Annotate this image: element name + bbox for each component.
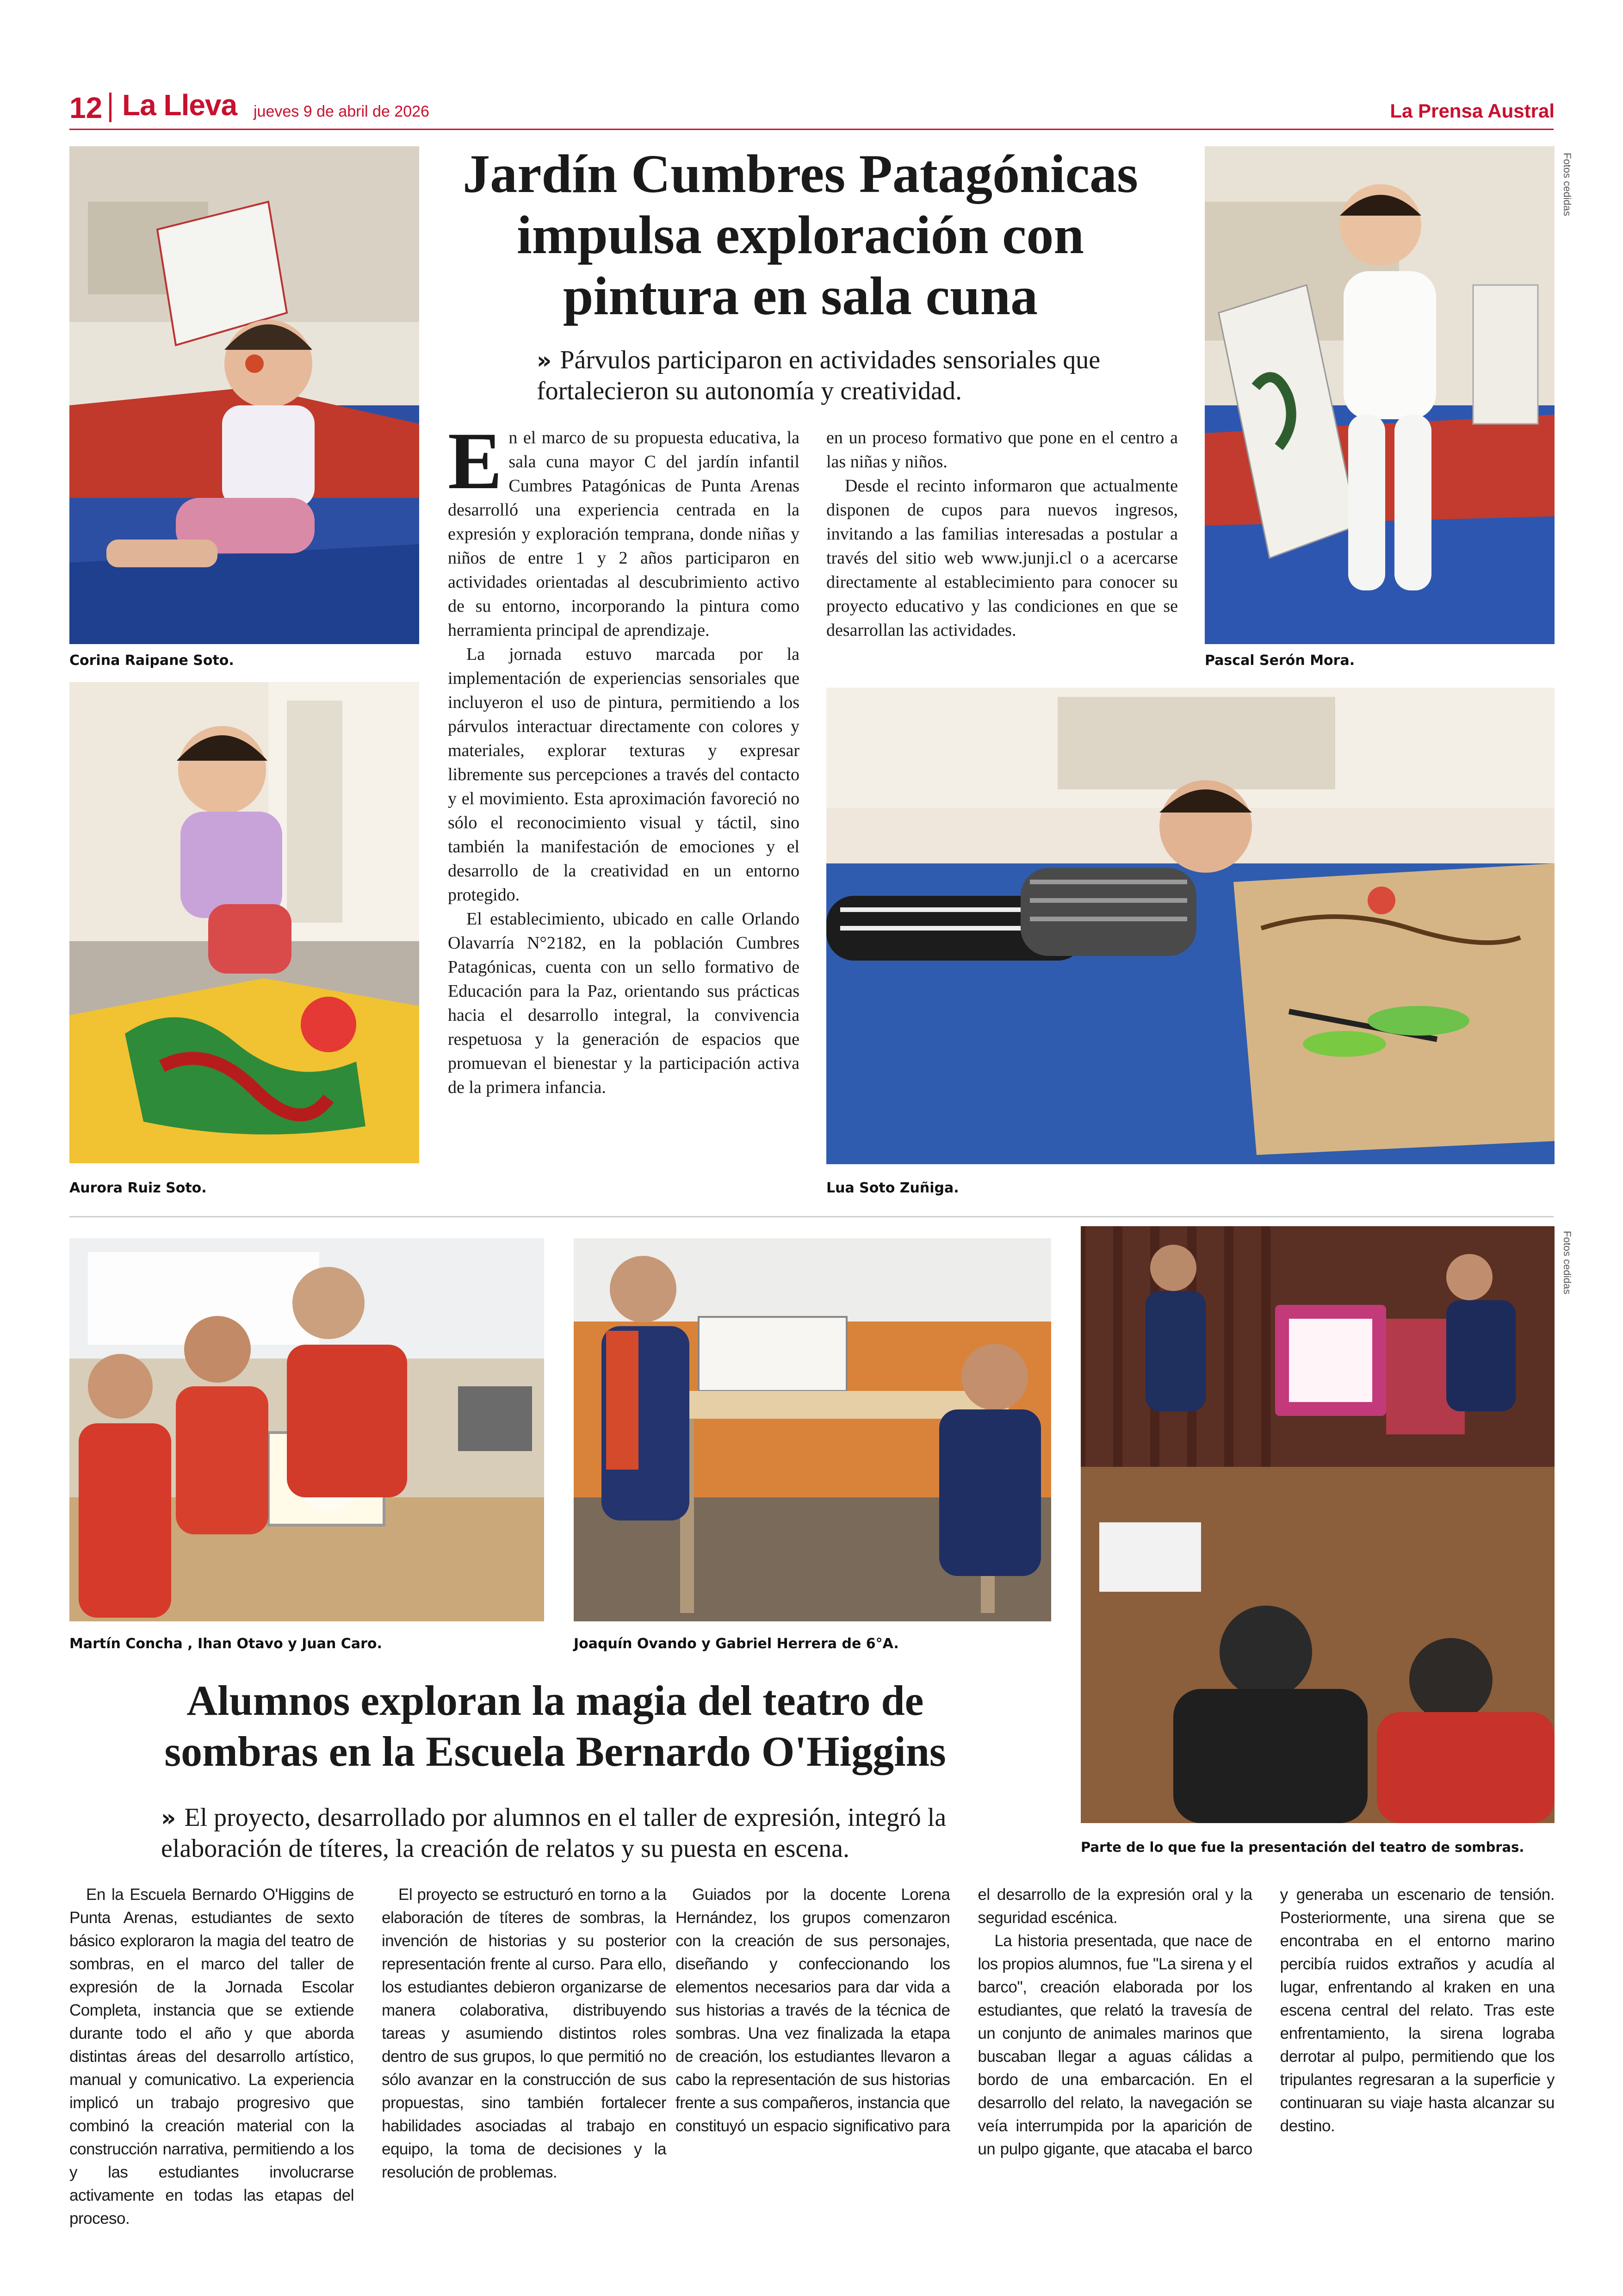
photo-students-with-light-box <box>69 1238 544 1621</box>
article2-subheadline <box>161 1802 971 1864</box>
article2-columns-left <box>69 1883 666 2235</box>
article1-paragraph-5: Desde el recinto informaron que actualmente disponen de cupos para nuevos ingresos, invitando a las familias interesadas a postular a través del sitio web www.junji.cl o a acercarse directamente al establecimiento para conocer su proyecto educativo y las condiciones en que se desarrollan las actividades. <box>826 476 1178 640</box>
page-number: 12 <box>69 91 103 124</box>
photo-toddler-with-paper <box>1205 146 1555 644</box>
chevron-right-icon: » <box>161 1805 176 1831</box>
article1-paragraph-2: La jornada estuvo marcada por la implementación de experiencias sensoriales que incluyeron el uso de pintura, permitiendo a los párvulos interactuar directamente con colores y materiales, explorar texturas y expresar libremente sus percepciones a través del contacto y el movimiento. Esta aproximación favoreció no sólo el reconocimiento visual y táctil, sino también la manifestación de emociones y el desarrollo de la creatividad en un entorno protegido. <box>448 645 799 905</box>
article2-columns-right <box>675 1883 1555 2235</box>
article1-column-2 <box>826 426 1178 642</box>
photo-girl-painting-on-mat <box>69 146 419 644</box>
caption-photo-1: Corina Raipane Soto. <box>69 652 234 669</box>
article1-paragraph-4: en un proceso formativo que pone en el centro a las niñas y niños. <box>826 428 1178 472</box>
photo-girl-painting-floor <box>69 682 419 1163</box>
caption-photo-4: Lua Soto Zuñiga. <box>826 1180 959 1196</box>
article2-headline: Alumnos exploran la magia del teatro de sombras en la Escuela Bernardo O'Higgins <box>164 1677 946 1775</box>
article1-headline: Jardín Cumbres Patagónicas impulsa exploración con pintura en sala cuna <box>463 143 1138 326</box>
chevron-right-icon: » <box>537 347 552 374</box>
article2-paragraph-3: Guiados por la docente Lorena Hernández, los grupos comenzaron con la creación de sus personajes, diseñando y confeccionando los elementos necesarios para dar vida a sus historias a través de la técnica de sombras. Una vez finalizada la etapa de creación, los estudiantes llevaron a cabo la representación de sus historias frente a sus compañeros, instancia que constituyó un espacio significativo para el desarrollo de la expresión oral y la seguridad escénica. <box>675 1886 1252 2135</box>
article1-paragraph-1: n el marco de su propuesta educativa, la sala cuna mayor C del jardín infantil Cumbres Patagónicas de Punta Arenas desarrolló una experiencia centrada en la expresión y exploración temprana, donde niñas y niños de entre 1 y 2 años participaron en actividades orientadas al descubrimiento activo de su entorno, incorporando la pintura como herramienta principal de aprendizaje. <box>448 428 799 640</box>
dropcap: E <box>448 416 502 506</box>
article2-subheadline-text: El proyecto, desarrollado por alumnos en el taller de expresión, integró la elaboración de títeres, la creación de relatos y su puesta en escena. <box>161 1803 947 1863</box>
caption-photo-7: Parte de lo que fue la presentación del teatro de sombras. <box>1081 1839 1524 1855</box>
photo-shadow-theatre-presentation <box>1081 1226 1555 1823</box>
caption-photo-2: Pascal Serón Mora. <box>1205 652 1355 669</box>
section-title: La Lleva <box>122 88 237 122</box>
article1-column-1 <box>448 416 799 1099</box>
article2-paragraph-4: La historia presentada, que nace de los propios alumnos, fue "La sirena y el barco", creación elaborada por los estudiantes, que relató la travesía de un conjunto de animales marinos que buscaban llegar a aguas cálidas a bordo de una embarcación. En el desarrollo del relato, la navegación se veía interrumpida por la aparición de un pulpo gigante, que atacaba el barco y generaba un escenario de tensión. Posteriormente, una sirena que se encontraba en el entorno marino percibía ruidos extraños y acudía al lugar, enfrentando al kraken en una escena central del relato. Tras este enfrentamiento, la sirena lograba derrotar al pulpo, permitiendo que los tripulantes regresaran a la superficie y continuaran su viaje hasta alcanzar su destino. <box>978 1886 1555 2158</box>
publication-name: La Prensa Austral <box>1390 100 1555 122</box>
article1-paragraph-3: El establecimiento, ubicado en calle Orlando Olavarría N°2182, en la población Cumbres Patagónicas, cuenta con un sello formativo de Educación para la Paz, orientando sus prácticas hacia el desarrollo integral, la convivencia respetuosa y la generación de espacios que promuevan el bienestar y la participación activa de la primera infancia. <box>448 909 799 1097</box>
article2-paragraph-1: En la Escuela Bernardo O'Higgins de Punta Arenas, estudiantes de sexto básico exploraron la magia del teatro de sombras, en el marco del taller de expresión de la Jornada Escolar Completa, instancia que se extiende durante todo el año y que aborda distintas áreas del desarrollo artístico, manual y comunicativo. La experiencia implicó un trabajo progresivo que combinó la creación material con la construcción narrativa, permitiendo a los y las estudiantes involucrarse activamente en todas las etapas del proceso. <box>69 1886 354 2228</box>
header-separator <box>109 93 112 122</box>
photo-students-at-table <box>574 1238 1051 1621</box>
caption-photo-5: Martín Concha , Ihan Otavo y Juan Caro. <box>69 1636 382 1652</box>
article2-paragraph-2: El proyecto se estructuró en torno a la elaboración de títeres de sombras, la invención de historias y su posterior representación frente al curso. Para ello, los estudiantes debieron organizarse de manera colaborativa, distribuyendo tareas y asumiendo distintos roles dentro de sus grupos, lo que permitió no sólo avanzar en la construcción de sus propuestas, sino también fortalecer habilidades asociadas al trabajo en equipo, la toma de decisiones y la resolución de problemas. <box>382 1886 666 2181</box>
article1-subheadline <box>537 345 1120 406</box>
section-divider <box>69 1216 1554 1217</box>
issue-date: jueves 9 de abril de 2026 <box>254 103 429 120</box>
caption-photo-6: Joaquín Ovando y Gabriel Herrera de 6°A. <box>574 1636 899 1652</box>
caption-photo-3: Aurora Ruiz Soto. <box>69 1180 207 1196</box>
header-rule <box>69 129 1554 130</box>
photo-credit-1: Fotos cedidas <box>1561 153 1573 216</box>
photo-child-lying-painting <box>826 688 1555 1164</box>
photo-credit-2: Fotos cedidas <box>1561 1231 1573 1294</box>
article1-subheadline-text: Párvulos participaron en actividades sensoriales que fortalecieron su autonomía y creatividad. <box>537 346 1101 405</box>
